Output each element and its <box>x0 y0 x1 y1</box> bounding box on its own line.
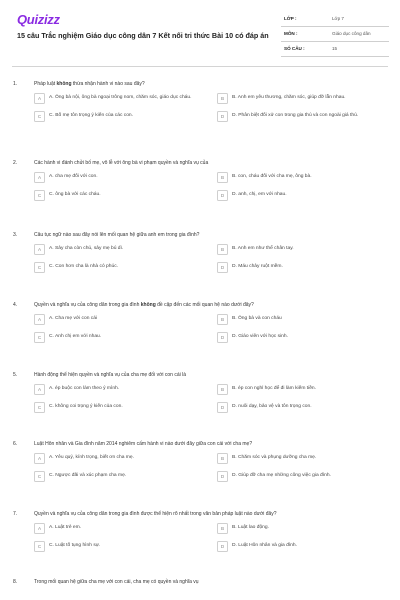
option-text: A. Cha mẹ với con cái <box>49 316 98 321</box>
option-letter-box: A <box>34 384 45 395</box>
option-text: C. Con hơn cha là nhà có phúc. <box>49 264 119 269</box>
option-text: B. Anh em như thể chân tay. <box>232 246 294 251</box>
option-letter-box: A <box>34 453 45 464</box>
question-text-part: Trong mối quan hệ giữa cha mẹ với con cái, cha mẹ có quyền và nghĩa vụ <box>34 579 199 585</box>
option-text: C. không coi trọng ý kiến của con. <box>49 404 123 409</box>
question-number: 3. <box>13 232 18 238</box>
option-text: D. anh, chị, em với nhau. <box>232 192 287 197</box>
question-text-part: Pháp luật <box>34 81 57 87</box>
option-letter-box: A <box>34 314 45 325</box>
option-text: B. Anh em yêu thương, chăm sóc, giúp đỡ lẫn nhau. <box>232 95 346 100</box>
meta-row-grade <box>281 11 389 26</box>
question-text-part: đề cập đến các mối quan hệ nào dưới đây? <box>155 302 254 308</box>
option-letter-box: D <box>217 332 228 343</box>
question-text-part: thừa nhận hành vi nào sau đây? <box>71 81 145 87</box>
option-text: A. Luật trẻ em. <box>49 525 82 530</box>
option-letter-box: C <box>34 332 45 343</box>
meta-value-count: 15 <box>329 41 389 56</box>
worksheet-title: 15 câu Trắc nghiệm Giáo dục công dân 7 Kết nối tri thức Bài 10 có đáp án <box>17 31 269 40</box>
option-text: B. Ông bà và con cháu <box>232 316 282 321</box>
option-letter-box: C <box>34 471 45 482</box>
question-number: 7. <box>13 511 18 517</box>
question-text-part: Luật Hôn nhân và Gia đình năm 2014 nghiêm cấm hành vi nào dưới đây giữa con cái với cha mẹ? <box>34 441 253 447</box>
question-number: 1. <box>13 81 18 87</box>
meta-row-subject <box>281 26 389 41</box>
option-text: C. Anh chị em với nhau. <box>49 334 102 339</box>
option-text: D. Phân biệt đối xử con trong gia thú và con ngoài giá thú. <box>232 113 359 118</box>
option-text: B. Luật lao động. <box>232 525 269 530</box>
option-letter-box: D <box>217 402 228 413</box>
option-letter-box: D <box>217 190 228 201</box>
option-text: C. Bố mẹ tôn trọng ý kiến của các con. <box>49 113 133 118</box>
header-divider <box>12 66 388 67</box>
question-text-part: Quyền và nghĩa vụ của công dân trong gia đình được thể hiện rõ nhất trong văn bản pháp luật nào dưới đây? <box>34 511 277 517</box>
option-text: D. nuôi dạy, bảo vệ và tôn trọng con. <box>232 404 312 409</box>
option-letter-box: D <box>217 541 228 552</box>
question-text <box>34 160 384 167</box>
option-letter-box: A <box>34 172 45 183</box>
option-text: B. ép con nghỉ học để đi làm kiếm tiền. <box>232 386 317 391</box>
question-text <box>34 579 384 586</box>
option-text: A. Yêu quý, kính trọng, biết ơn cha mẹ. <box>49 455 134 460</box>
question-text-part: Hành động thể hiện quyền và nghĩa vụ của cha mẹ đối với con cái là <box>34 372 186 378</box>
option-letter-box: B <box>217 172 228 183</box>
question-number: 5. <box>13 372 18 378</box>
option-text: C. ông bà với các cháu. <box>49 192 101 197</box>
question-text <box>34 511 384 518</box>
option-letter-box: A <box>34 93 45 104</box>
option-letter-box: C <box>34 262 45 273</box>
option-letter-box: B <box>217 523 228 534</box>
option-text: C. Luật tố tụng hình sự. <box>49 543 101 548</box>
question-text <box>34 232 384 239</box>
option-letter-box: D <box>217 262 228 273</box>
question-number: 2. <box>13 160 18 166</box>
option-text: A. cha mẹ đối với con. <box>49 174 98 179</box>
option-letter-box: B <box>217 93 228 104</box>
option-text: D. Giáo viên với học sinh. <box>232 334 288 339</box>
option-letter-box: B <box>217 244 228 255</box>
option-text: D. Luật Hôn nhân và gia đình. <box>232 543 297 548</box>
option-text: A. ép buộc con làm theo ý mình. <box>49 386 120 391</box>
question-number: 4. <box>13 302 18 308</box>
meta-row-count <box>281 41 389 56</box>
quizizz-logo: Quizizz <box>17 12 60 27</box>
question-text-emphasis: không <box>140 302 156 308</box>
option-letter-box: C <box>34 111 45 122</box>
question-number: 8. <box>13 579 18 585</box>
option-letter-box: C <box>34 402 45 413</box>
option-letter-box: D <box>217 471 228 482</box>
option-text: B. Chăm sóc và phụng dưỡng cha mẹ. <box>232 455 317 460</box>
option-letter-box: C <box>34 190 45 201</box>
option-letter-box: B <box>217 453 228 464</box>
meta-value-subject: Giáo dục công dân <box>329 26 389 41</box>
meta-value-grade: Lớp 7 <box>329 11 389 26</box>
option-text: D. Máu chảy ruột mềm. <box>232 264 283 269</box>
option-letter-box: D <box>217 111 228 122</box>
option-letter-box: C <box>34 541 45 552</box>
option-letter-box: A <box>34 523 45 534</box>
meta-key-grade: LỚP : <box>281 11 329 26</box>
question-text <box>34 81 384 88</box>
option-text: B. con, cháu đối với cha mẹ, ông bà. <box>232 174 312 179</box>
question-text-emphasis: không <box>56 81 72 87</box>
question-text <box>34 372 384 379</box>
question-text-part: Các hành vi đánh chửi bố mẹ, vô lễ với ông bà vi phạm quyền và nghĩa vụ của <box>34 160 209 166</box>
meta-key-subject: MÔN : <box>281 26 329 41</box>
question-text-part: Quyền và nghĩa vụ của công dân trong gia đình <box>34 302 141 308</box>
option-letter-box: A <box>34 244 45 255</box>
option-text: A. Sảy cha còn chú, sảy mẹ bú dì. <box>49 246 124 251</box>
question-text-part: Câu tục ngữ nào sau đây nói lên mối quan hệ giữa anh em trong gia đình? <box>34 232 200 238</box>
meta-key-count: SỐ CÂU : <box>281 41 329 56</box>
option-letter-box: B <box>217 384 228 395</box>
option-text: C. Ngược đãi và xúc phạm cha mẹ. <box>49 473 127 478</box>
question-text <box>34 302 384 309</box>
worksheet-meta-table <box>281 11 389 57</box>
question-number: 6. <box>13 441 18 447</box>
option-text: D. Giúp đỡ cha mẹ những công việc gia đình. <box>232 473 331 478</box>
option-text: A. Ông bà nội, ông bà ngoại trông nom, chăm sóc, giáo dục cháu. <box>49 95 192 100</box>
option-letter-box: B <box>217 314 228 325</box>
question-text <box>34 441 384 448</box>
